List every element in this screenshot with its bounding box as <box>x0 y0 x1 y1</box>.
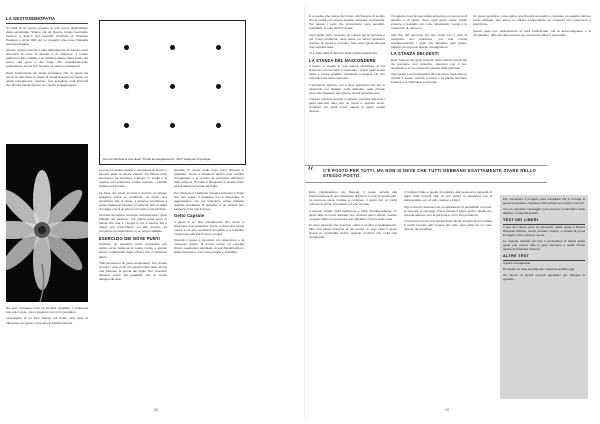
nine-dots-figure <box>99 20 246 165</box>
paragraph: Dopo l'esperienza dei rituali, pensiamo che un gesto sia come un atto fisico in grado di riprogrammare la mente: un gesto consapevole, ripetuto, può sciogliere nodi profondi che la sola parola spesso non riesce a raggiungere. <box>6 70 88 87</box>
paragraph: Il risultato finale è quello di restituire alla persona la capacità di agire sulla propria vita, di non subire le situazioni ma di attraversarle con un atto creativo e libero. <box>404 190 492 203</box>
paragraph: La mia più fedele sodale e compagna di lavoro è sempre stata la nostra visione. Ha fiducia nello strumento, sa ascoltare il lavoro, lo studia e lo applica con pazienza, anche quando i risultati tardano ad arrivare. <box>99 168 167 189</box>
section-heading: LA STANZA DEI GESTI <box>391 51 439 57</box>
right-column-2 <box>391 14 467 87</box>
paragraph: Tutti conoscono un gioco enigmistico, che chiede di unire i nove punti con quattro linee rette, senza mai staccare la penna dal foglio. Per risolverlo bisogna uscire dal quadrato che la mente disegna da sola. <box>99 260 167 282</box>
photo-caption <box>6 306 88 327</box>
caption-text: Da quel momento tutto mi sembra possibile: il problema non era il nodo, ma lo sguardo con cui lo guardavo. <box>6 306 88 315</box>
paragraph: Il segreto risiede nella ripetizione e nella consapevolezza: un gesto fatto in modo distratto non produce alcun effetto, mentre un gesto fatto con presenza può cambiare il corso delle cose. <box>309 208 397 221</box>
sidebar-text: Il gesto consapevole. <box>503 261 532 266</box>
dot <box>216 84 221 89</box>
paragraph: Alla fine del percorso ciò che resta non è solo la soluzione del problema, ma una nuova consapevolezza: i gesti che facciamo ogni giorno parlano di noi più di quanto immaginiamo. <box>391 32 467 49</box>
caption-text: L'immagine di un fiore bianco sul fondo nero apre la riflessione sul gesto come atto di trasformazione. <box>6 316 88 325</box>
paragraph: Si tratta di un nuovo progetto di una nuova applicazione della semiologia. Stiamo già da diverso tempo lavorando insieme a Enrico Sol Grundel (Chisinar di Chisinan Pedago) e Anna Wiki per un progetto una cosa chiamata gestosemiopatia. <box>6 25 88 46</box>
paragraph: Ecco l'applicazione del Metodo, il quale servirà alla trasformazione di una situazione di blocco in una di movimento. La persona viene invitata a compiere il gesto per un certo numero di giorni, annotando ciò che accade. <box>309 190 397 207</box>
right-lower-column-2 <box>404 190 492 234</box>
sidebar-text: Un elenco di piccoli esercizi quotidiani per allenare lo sguardo. <box>503 273 585 281</box>
paragraph: Ecco l'elenco dei gesti proposti nella stanza: piccoli atti da compiere con lentezza, ciascuno con il suo significato e il suo momento preciso della giornata. <box>391 57 467 70</box>
paragraph: Un gesto semplice, come aprire una finestra al mattino o spostare un oggetto dal suo posto abituale, può avere un effetto sorprendente se compiuto con intenzione e attenzione. <box>473 14 591 27</box>
dot <box>216 45 221 50</box>
sidebar-text: Il test del Libero pone la domanda: quale gesto ti libera? Rispondi d'istinto, senza pensarci troppo, e annota la prima immagine che ti viene in mente. <box>503 225 585 238</box>
sidebar-heading: TEST DEI LIBERI <box>503 218 539 223</box>
section-heading: LA STANZA DEL NASCONDERE <box>309 57 376 63</box>
paragraph: Questi gesti non sostituiscono la cura tradizionale, ma la accompagnano e la completano, offrendo alla persona uno strumento attivo e personale. <box>473 28 591 37</box>
left-column-1 <box>6 14 88 89</box>
paragraph: Il percorso non ha una durata fissa: alcuni trovano la loro strada in pochi incontri, altri tornano più volte, ogni volta con un nodo diverso da sciogliere. <box>404 219 492 232</box>
pull-quote <box>305 165 547 183</box>
left-column-2 <box>99 168 167 284</box>
paragraph: Quando la mente vede nove punti disposti in quadrato, tende a chiudersi dentro quel confine immaginario e a cercare la soluzione all'interno dello schema. Provate a disegnare le quattro linee senza alzare la penna dal foglio. <box>174 168 244 189</box>
quote-rule <box>305 165 547 166</box>
paragraph: Ci è stata data di decenni della nostra esperienza. <box>309 51 378 56</box>
section-heading: ESERCIZIO DEI NOVE PUNTI <box>99 235 160 241</box>
paragraph: Ci sono persone che riescono subito a sentire il cambiamento, altre che hanno bisogno di più tempo. In ogni caso il gesto lavora in profondità anche quando sembra che nulla stia accadendo. <box>309 223 397 240</box>
paragraph: Ogni incontro diventa così un laboratorio di possibilità: si prova, si osserva, si corregge, fino a trovare il gesto giusto, quello che risuona davvero con la persona e con il suo problema. <box>404 204 492 217</box>
paragraph: Questo nostro incontro è nato dall'esigenza di trovare nuovi strumenti di cura, di ascolto e di relazione. Il nostro approccio alle malattie e ai problemi passa dallo studio del corpo, dei gesti e dei segni che quotidianamente produciamo, senza che sempre ne siamo consapevoli. <box>6 48 88 69</box>
paragraph: La base del lavoro consiste nell'osservare i gesti abituali del paziente, nel capire quali sono le parole che usa e i luoghi in cui si blocca. Da lì nasce una prescrizione: un atto preciso, da compiere con attenzione, in un tempo stabilito. <box>99 213 167 234</box>
page-number: 28 <box>154 408 158 412</box>
paragraph: È un gesto che nasce dal corpo, dal bisogno di sentire che la realtà può essere toccata, spostata, ricomposta. Per questo i gesti che proponiamo sono semplici, quotidiani, a volte perfino ironici. <box>309 14 385 31</box>
paragraph: Il lavoro si svolge in una stanza silenziosa, in cui ciascuno può fermarsi e osservare i propri gesti senza fretta e senza giudizio, lasciando emergere ciò che normalmente resta nascosto. <box>309 64 385 81</box>
dot <box>170 84 175 89</box>
dot <box>170 123 175 128</box>
paragraph: Il gesto è un atto consapevole che serve a sbloccare una situazione ferma, a dare una forma nuova a ciò che sembrava immobile e a restituire movimento alla vita di chi lo compie. <box>174 219 244 236</box>
section-heading: LA GESTOSEMIOPATIA <box>6 16 56 21</box>
dot <box>124 123 129 128</box>
sidebar-text: Con un semplice messaggio puoi ricevere il calendario delle attività e i materiali gratuiti. <box>503 206 585 215</box>
dot <box>170 45 175 50</box>
quote-mark-icon: “ <box>307 165 314 180</box>
quote-rule <box>305 182 547 183</box>
paragraph: La base dei nostri incontri è sempre la stessa: qualcuno porta un problema, un nodo, una situazione che si ripete, e insieme cerchiamo il gesto capace di rompere lo schema. Non si tratta di magia, ma di un lavoro sul corpo e sul simbolo. <box>99 190 167 211</box>
heading-rule <box>6 23 88 24</box>
sidebar-text: Le risposte raccolte nel test ci permettono di capire quale gesto può essere utile in quel momento e quale invece rischia di rinforzare il blocco. <box>503 238 585 251</box>
paragraph: Il soggetto trova la sua strada attraverso un percorso di ascolto e di gioco, dove ogni gesto viene scelto insieme e restituito con cura, rispettando i tempi e le resistenze di ciascuno. <box>391 14 467 31</box>
left-column-3 <box>174 168 244 257</box>
paragraph: Vediamo un esercizio molto conosciuto per capire come funziona la nostra mente e quanto siamo condizionati dagli schemi che ci portiamo dietro. <box>99 242 167 259</box>
figure-caption: "Uno fuori dal Nove di nove diviso" "Puzzle dei Geogrannipunti", 1974, Verlag fuer Psychologie <box>102 157 211 161</box>
right-column-1 <box>309 14 385 116</box>
paragraph: Il lavoro consiste proprio in questo: riportare alla luce i gesti nascosti, dare loro un nome e, quando serve, sostituirli con gesti nuovi, capaci di aprire strade diverse. <box>309 97 385 114</box>
right-column-3 <box>473 14 591 39</box>
dot <box>124 84 129 89</box>
sidebar-text: Per conoscere il progetto puoi contattare chi si occupa di gestosemiopatia e chiedere informazioni sui prossimi incontri. <box>503 197 585 205</box>
info-sidebar <box>500 195 588 399</box>
section-heading: Getto Capsule <box>174 213 205 219</box>
paragraph: Quando il gesto è compiuto con attenzione e al momento giusto, la mente riceve un segnale chiaro: qualcosa è cambiato, la vecchia abitudine è stata interrotta e una nuova strada è possibile. <box>174 238 244 255</box>
dot <box>216 123 221 128</box>
paragraph: Per risolvere il problema bisogna superare il limite che non esiste: il quadrato non è disegnato, lo aggiungiamo noi. La soluzione arriva soltanto quando smettiamo di obbedire a un vincolo che nessuno ci ha mai imposto. <box>174 190 244 211</box>
sidebar-heading: ALTRE TEST <box>503 254 530 259</box>
right-lower-column-1 <box>309 190 397 242</box>
paragraph: Il problema, spesso, non è dove pensiamo che sia: si nasconde nei dettagli, nelle abitudini, nelle piccole cose che ripetiamo ogni giorno senza accorgercene. <box>309 82 385 95</box>
quote-text: C'È POSTO PER TUTTI, MA NON SI DEVE CHE TUTTI DEBBANO ESATTAMENTE STARE NELLO STESSO POSTO. <box>323 168 537 178</box>
paragraph: Ogni gesto viene costruito su misura per la persona e per il suo problema: deve avere un senso simbolico preciso, un tempo e un luogo. Solo così il gesto diventa una risposta reale. <box>309 32 385 49</box>
sidebar-text: Domande su cosa sei disposto a lasciare andare oggi. <box>503 267 576 272</box>
dot <box>124 45 129 50</box>
flower-photo <box>6 144 88 302</box>
right-page <box>304 6 597 418</box>
paragraph: Ogni gesto è accompagnato da una breve frase che ne ricorda il senso, perché il corpo e la parola lavorano insieme e si rafforzano a vicenda. <box>391 72 467 85</box>
left-page <box>4 6 296 418</box>
page-number: 29 <box>445 408 449 412</box>
